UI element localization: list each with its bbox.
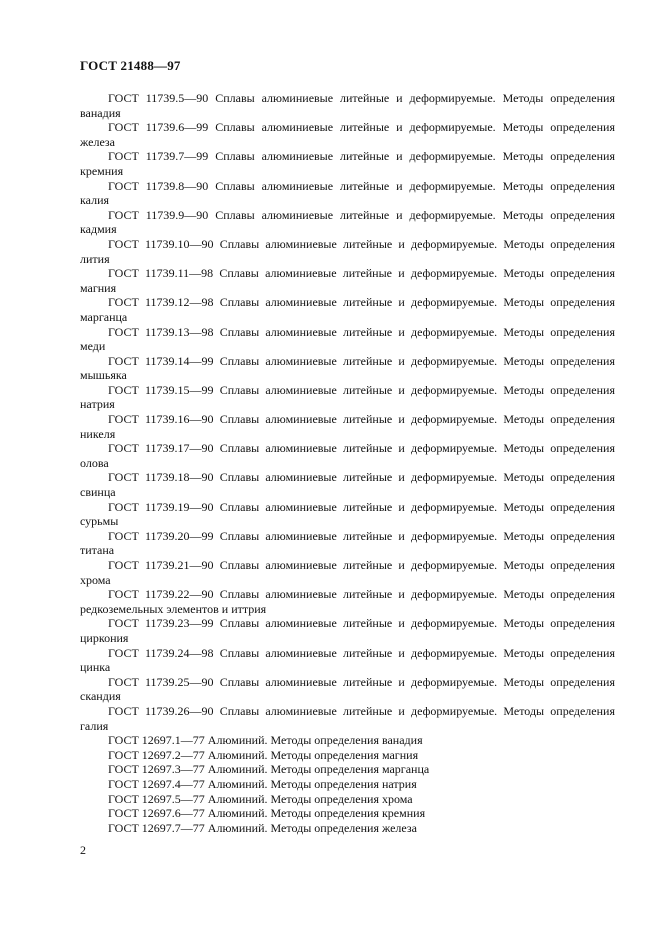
standard-entry-short: ГОСТ 12697.5—77 Алюминий. Методы определения хрома [108, 791, 413, 806]
standard-entry-title: ГОСТ 11739.13—98 Сплавы алюминиевые литейные и деформируемые. Методы определения [108, 324, 615, 339]
standard-entry-element: ванадия [80, 105, 121, 120]
standard-entry-element: скандия [80, 689, 121, 704]
standard-entry-title: ГОСТ 11739.17—90 Сплавы алюминиевые литейные и деформируемые. Методы определения [108, 441, 615, 456]
standard-entry [80, 675, 615, 704]
standard-entry-short: ГОСТ 12697.6—77 Алюминий. Методы определения кремния [108, 806, 426, 821]
standard-entry [80, 470, 615, 499]
standard-entry-title: ГОСТ 11739.11—98 Сплавы алюминиевые литейные и деформируемые. Методы определения [108, 266, 615, 281]
standard-entry-element: мышьяка [80, 368, 127, 383]
standard-entry-title: ГОСТ 11739.7—99 Сплавы алюминиевые литейные и деформируемые. Методы определения [108, 149, 615, 164]
standard-entry-title: ГОСТ 11739.10—90 Сплавы алюминиевые литейные и деформируемые. Методы определения [108, 236, 615, 251]
standard-entry-element: редкоземельных элементов и иттрия [80, 601, 267, 616]
standard-entry-title: ГОСТ 11739.12—98 Сплавы алюминиевые литейные и деформируемые. Методы определения [108, 295, 615, 310]
standard-entry-element: титана [80, 543, 115, 558]
standard-entry-element: олова [80, 455, 109, 470]
standard-entry-title: ГОСТ 11739.20—99 Сплавы алюминиевые литейные и деформируемые. Методы определения [108, 528, 615, 543]
standard-entry-element: лития [80, 251, 110, 266]
standard-entry-element: меди [80, 339, 106, 354]
standard-entry-title: ГОСТ 11739.5—90 Сплавы алюминиевые литейные и деформируемые. Методы определения [108, 91, 615, 105]
standard-entry-element: натрия [80, 397, 115, 412]
standard-entry-short: ГОСТ 12697.4—77 Алюминий. Методы определения натрия [108, 776, 417, 791]
standard-entry [80, 354, 615, 383]
standard-entry [80, 704, 615, 733]
standard-entry-element: циркония [80, 630, 129, 645]
standard-entry [80, 295, 615, 324]
standard-entry-element: сурьмы [80, 514, 119, 529]
standard-entry-title: ГОСТ 11739.23—99 Сплавы алюминиевые литейные и деформируемые. Методы определения [108, 616, 615, 631]
standard-entry-title: ГОСТ 11739.15—99 Сплавы алюминиевые литейные и деформируемые. Методы определения [108, 382, 615, 397]
standard-entry [80, 616, 615, 645]
standard-entry-title: ГОСТ 11739.9—90 Сплавы алюминиевые литейные и деформируемые. Методы определения [108, 207, 615, 222]
standard-entry [80, 325, 615, 354]
standards-list [80, 91, 615, 835]
page-number: 2 [80, 843, 86, 857]
standard-entry-element: хрома [80, 572, 111, 587]
standard-entry-title: ГОСТ 11739.19—90 Сплавы алюминиевые литейные и деформируемые. Методы определения [108, 499, 615, 514]
standard-entry [80, 587, 615, 616]
standard-entry-element: кадмия [80, 222, 117, 237]
standard-entry [80, 120, 615, 149]
standard-entry-title: ГОСТ 11739.6—99 Сплавы алюминиевые литейные и деформируемые. Методы определения [108, 120, 615, 135]
standard-entry [80, 646, 615, 675]
standard-entry [80, 383, 615, 412]
aluminium-standards-list [80, 733, 615, 835]
standard-entry [80, 179, 615, 208]
standard-entry-title: ГОСТ 11739.22—90 Сплавы алюминиевые литейные и деформируемые. Методы определения [108, 587, 615, 602]
standard-entry-title: ГОСТ 11739.18—90 Сплавы алюминиевые литейные и деформируемые. Методы определения [108, 470, 615, 485]
standard-entry-element: калия [80, 193, 110, 208]
standard-entry-short: ГОСТ 12697.2—77 Алюминий. Методы определения магния [108, 747, 419, 762]
standard-entry [80, 558, 615, 587]
standard-entry [80, 412, 615, 441]
standard-entry-element: железа [80, 134, 115, 149]
standard-entry [80, 529, 615, 558]
alloy-standards-list [80, 91, 615, 733]
standard-entry [80, 441, 615, 470]
standard-entry-short: ГОСТ 12697.3—77 Алюминий. Методы определения марганца [108, 762, 430, 777]
standard-entry-short: ГОСТ 12697.1—77 Алюминий. Методы определения ванадия [108, 733, 423, 748]
standard-entry-element: галия [80, 718, 109, 733]
standard-entry-element: марганца [80, 309, 128, 324]
standard-entry-element: свинца [80, 485, 116, 500]
standard-entry-element: кремния [80, 163, 124, 178]
standard-entry-title: ГОСТ 11739.21—90 Сплавы алюминиевые литейные и деформируемые. Методы определения [108, 558, 615, 572]
standard-entry-title: ГОСТ 11739.14—99 Сплавы алюминиевые литейные и деформируемые. Методы определения [108, 353, 615, 368]
standard-entry-title: ГОСТ 11739.25—90 Сплавы алюминиевые литейные и деформируемые. Методы определения [108, 674, 615, 689]
standard-entry [80, 149, 615, 178]
standard-entry-title: ГОСТ 11739.16—90 Сплавы алюминиевые литейные и деформируемые. Методы определения [108, 412, 615, 427]
standard-entry-title: ГОСТ 11739.8—90 Сплавы алюминиевые литейные и деформируемые. Методы определения [108, 178, 615, 193]
standard-entry [80, 208, 615, 237]
standard-entry-element: магния [80, 280, 117, 295]
standard-entry-title: ГОСТ 11739.24—98 Сплавы алюминиевые литейные и деформируемые. Методы определения [108, 645, 615, 660]
standard-entry-short: ГОСТ 12697.7—77 Алюминий. Методы определения железа [108, 820, 417, 835]
page-header: ГОСТ 21488—97 [80, 58, 181, 73]
standard-entry [80, 266, 615, 295]
standard-entry [80, 91, 615, 120]
standard-entry [80, 500, 615, 529]
standard-entry [80, 237, 615, 266]
standard-entry-element: цинка [80, 660, 111, 675]
standard-entry-element: никеля [80, 426, 116, 441]
standard-entry-title: ГОСТ 11739.26—90 Сплавы алюминиевые литейные и деформируемые. Методы определения [108, 703, 615, 718]
